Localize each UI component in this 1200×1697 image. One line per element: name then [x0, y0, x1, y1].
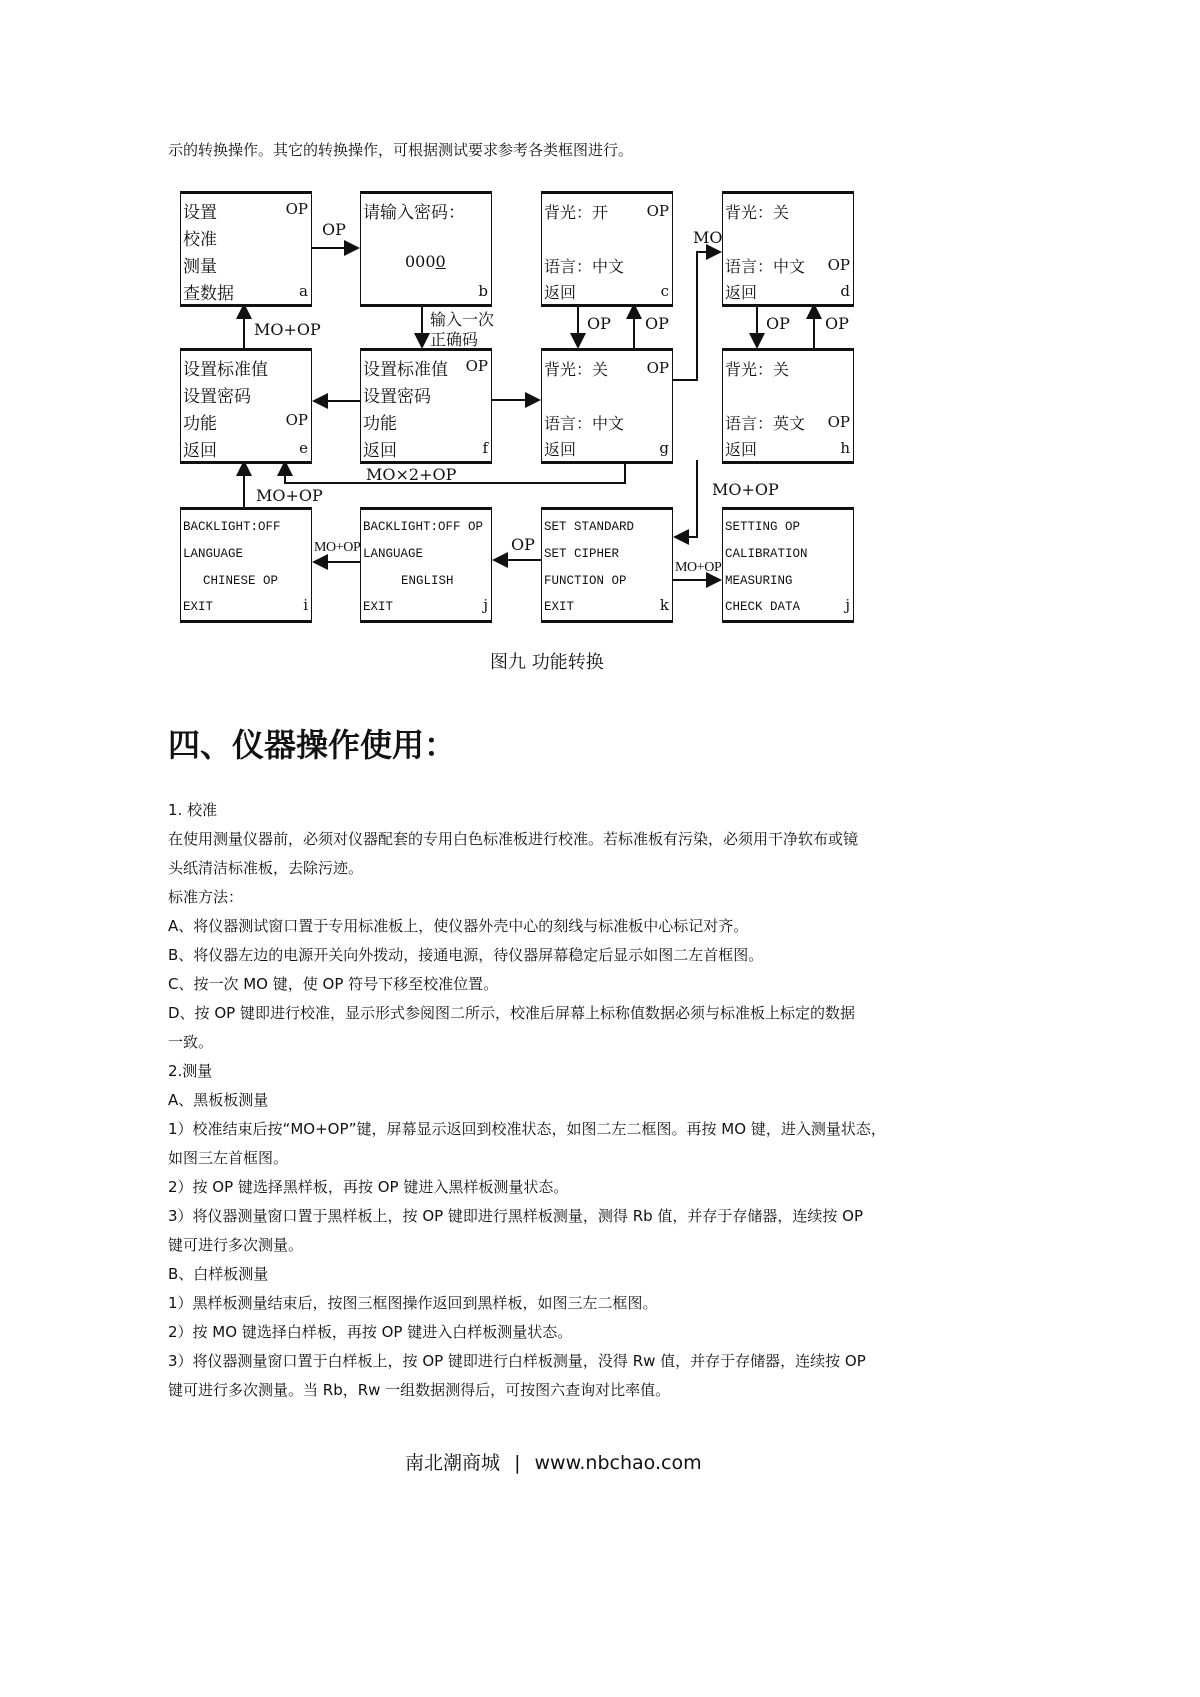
- screen-box-k: [541, 507, 673, 623]
- footer-url-link[interactable]: www.nbchao.com: [534, 1452, 702, 1474]
- op-marker: OP: [827, 256, 850, 274]
- box-line: FUNCTION OP: [544, 574, 627, 588]
- paragraph-line: 1. 校准: [168, 801, 218, 819]
- screen-box-c: [541, 191, 673, 307]
- label-e-a: MO+OP: [254, 320, 321, 339]
- paragraph-line: B、白样板测量: [168, 1265, 269, 1283]
- footer-separator: |: [514, 1452, 521, 1474]
- box-line: EXIT: [363, 600, 394, 614]
- label-b-f-1: 输入一次: [430, 310, 495, 329]
- box-tag: f: [482, 439, 488, 457]
- box-line: 语言：中文: [544, 414, 625, 433]
- paragraph-line: 3）将仪器测量窗口置于白样板上，按 OP 键即进行白样板测量，没得 Rw 值，并存于存储器，连续按 OP: [168, 1352, 866, 1370]
- op-marker: OP: [285, 411, 308, 429]
- paragraph-line: 2）按 MO 键选择白样板，再按 OP 键进入白样板测量状态。: [168, 1323, 573, 1341]
- box-line: LANGUAGE: [183, 547, 244, 561]
- box-line: 背光：开: [544, 203, 609, 222]
- label-g-e: MO×2+OP: [366, 465, 457, 484]
- screen-box-f: [360, 348, 492, 464]
- paragraph-line: 2.测量: [168, 1062, 213, 1080]
- box-line: BACKLIGHT:OFF OP: [363, 520, 484, 534]
- box-line: EXIT: [544, 600, 575, 614]
- label-i-e: MO+OP: [256, 486, 323, 505]
- box-line: BACKLIGHT:OFF: [183, 520, 281, 534]
- label-k-j: OP: [511, 535, 535, 554]
- op-marker: OP: [465, 357, 488, 375]
- paragraph-line: 一致。: [168, 1033, 214, 1051]
- op-marker: OP: [285, 200, 308, 218]
- box-line: CALIBRATION: [725, 547, 808, 561]
- box-tag: d: [840, 282, 850, 300]
- label-b-f-2: 正确码: [430, 330, 479, 349]
- label-g-c: OP: [645, 314, 669, 333]
- box-line: LANGUAGE: [363, 547, 424, 561]
- op-marker: OP: [827, 413, 850, 431]
- box-tag: h: [840, 439, 850, 457]
- box-line: 校准: [183, 230, 217, 250]
- screen-box-j: [360, 507, 492, 623]
- paragraph-line: B、将仪器左边的电源开关向外拨动，接通电源，待仪器屏幕稳定后显示如图二左首框图。: [168, 946, 764, 964]
- box-line: CHECK DATA: [725, 600, 801, 614]
- label-k-j2: MO+OP: [675, 560, 722, 575]
- screen-box-j2: [722, 507, 854, 623]
- paragraph-line: A、黑板板测量: [168, 1091, 269, 1109]
- screen-box-b: [360, 191, 492, 307]
- arrow-h-k: [675, 460, 697, 537]
- label-g-d: MO: [693, 228, 723, 247]
- box-line: 测量: [183, 257, 217, 277]
- paragraph-line: 1）校准结束后按“MO+OP”键，屏幕显示返回到校准状态，如图二左二框图。再按 MO 键，进入测量状态，: [168, 1120, 886, 1138]
- screen-box-a: [180, 191, 312, 307]
- box-line: 功能: [363, 414, 397, 434]
- box-line: 功能: [183, 414, 217, 434]
- label-a-b: OP: [322, 220, 346, 239]
- section-title: 四、仪器操作使用：: [168, 726, 457, 764]
- paragraph-line: 在使用测量仪器前，必须对仪器配套的专用白色标准板进行校准。若标准板有污染，必须用干净软布或镜: [168, 830, 859, 848]
- screen-box-e: [180, 348, 312, 464]
- box-line: 背光：关: [725, 203, 790, 222]
- box-line: 背光：关: [544, 360, 609, 379]
- op-marker: OP: [646, 202, 669, 220]
- box-line: 返回: [544, 283, 577, 302]
- screen-box-g: [541, 348, 673, 464]
- box-line: SET STANDARD: [544, 520, 635, 534]
- paragraph-line: A、将仪器测试窗口置于专用标准板上，使仪器外壳中心的刻线与标准板中心标记对齐。: [168, 917, 749, 935]
- paragraph-line: 键可进行多次测量。当 Rb，Rw 一组数据测得后，可按图六查询对比率值。: [168, 1381, 671, 1399]
- box-tag: j: [483, 596, 488, 614]
- box-line: 返回: [363, 441, 397, 461]
- paragraph-line: 标准方法：: [168, 888, 244, 906]
- intro-line: 示的转换操作。其它的转换操作，可根据测试要求参考各类框图进行。: [168, 141, 634, 159]
- box-line: 返回: [183, 441, 217, 461]
- paragraph-line: 头纸清洁标准板，去除污迹。: [168, 859, 364, 877]
- box-tag: c: [660, 282, 669, 300]
- box-tag: k: [659, 596, 669, 614]
- label-j-i: MO+OP: [314, 540, 361, 555]
- box-line: 返回: [725, 440, 758, 459]
- op-marker: OP: [646, 359, 669, 377]
- figure-caption: 图九 功能转换: [490, 652, 604, 673]
- paragraph-line: 2）按 OP 键选择黑样板，再按 OP 键进入黑样板测量状态。: [168, 1178, 569, 1196]
- box-line: CHINESE OP: [203, 574, 279, 588]
- box-line: MEASURING: [725, 574, 793, 588]
- box-tag: e: [299, 439, 308, 457]
- box-line: 设置: [183, 203, 217, 223]
- screen-box-h: [722, 348, 854, 464]
- box-tag: i: [303, 596, 308, 614]
- label-h-d: OP: [825, 314, 849, 333]
- password-code: 0000: [405, 252, 446, 271]
- footer: [405, 1448, 702, 1475]
- box-line: 返回: [725, 283, 758, 302]
- label-c-g: OP: [587, 314, 611, 333]
- footer-site: 南北潮商城: [405, 1452, 501, 1474]
- box-line: EXIT: [183, 600, 214, 614]
- box-line: SET CIPHER: [544, 547, 620, 561]
- screen-box-d: [722, 191, 854, 307]
- screen-box-i: [180, 507, 312, 623]
- box-line: 语言：中文: [544, 257, 625, 276]
- box-line: 语言：中文: [725, 257, 806, 276]
- box-line: 设置密码: [183, 387, 251, 407]
- paragraph-line: 1）黑样板测量结束后，按图三框图操作返回到黑样板，如图三左二框图。: [168, 1294, 658, 1312]
- arrow-g-d: [673, 252, 720, 380]
- box-tag: a: [299, 282, 308, 300]
- box-tag: b: [478, 282, 488, 300]
- paragraph-line: 键可进行多次测量。: [168, 1236, 304, 1254]
- box-line: 设置标准值: [183, 360, 268, 380]
- label-d-h: OP: [766, 314, 790, 333]
- box-line: 背光：关: [725, 360, 790, 379]
- paragraph-line: C、按一次 MO 键，使 OP 符号下移至校准位置。: [168, 975, 499, 993]
- box-line: ENGLISH: [401, 574, 454, 588]
- paragraph-line: 如图三左首框图。: [168, 1149, 289, 1167]
- box-line: 请输入密码：: [363, 203, 465, 223]
- paragraph-line: D、按 OP 键即进行校准，显示形式参阅图二所示，校准后屏幕上标称值数据必须与标准板上标定的数据: [168, 1004, 855, 1022]
- box-line: SETTING OP: [725, 520, 801, 534]
- box-line: 返回: [544, 440, 577, 459]
- box-tag: j: [845, 596, 850, 614]
- box-line: 查数据: [183, 284, 234, 304]
- box-line: 语言：英文: [725, 414, 806, 433]
- box-tag: g: [659, 439, 669, 457]
- box-line: 设置密码: [363, 387, 431, 407]
- paragraph-line: 3）将仪器测量窗口置于黑样板上，按 OP 键即进行黑样板测量，测得 Rb 值，并存于存储器，连续按 OP: [168, 1207, 864, 1225]
- label-h-k: MO+OP: [712, 480, 779, 499]
- box-line: 设置标准值: [363, 360, 448, 380]
